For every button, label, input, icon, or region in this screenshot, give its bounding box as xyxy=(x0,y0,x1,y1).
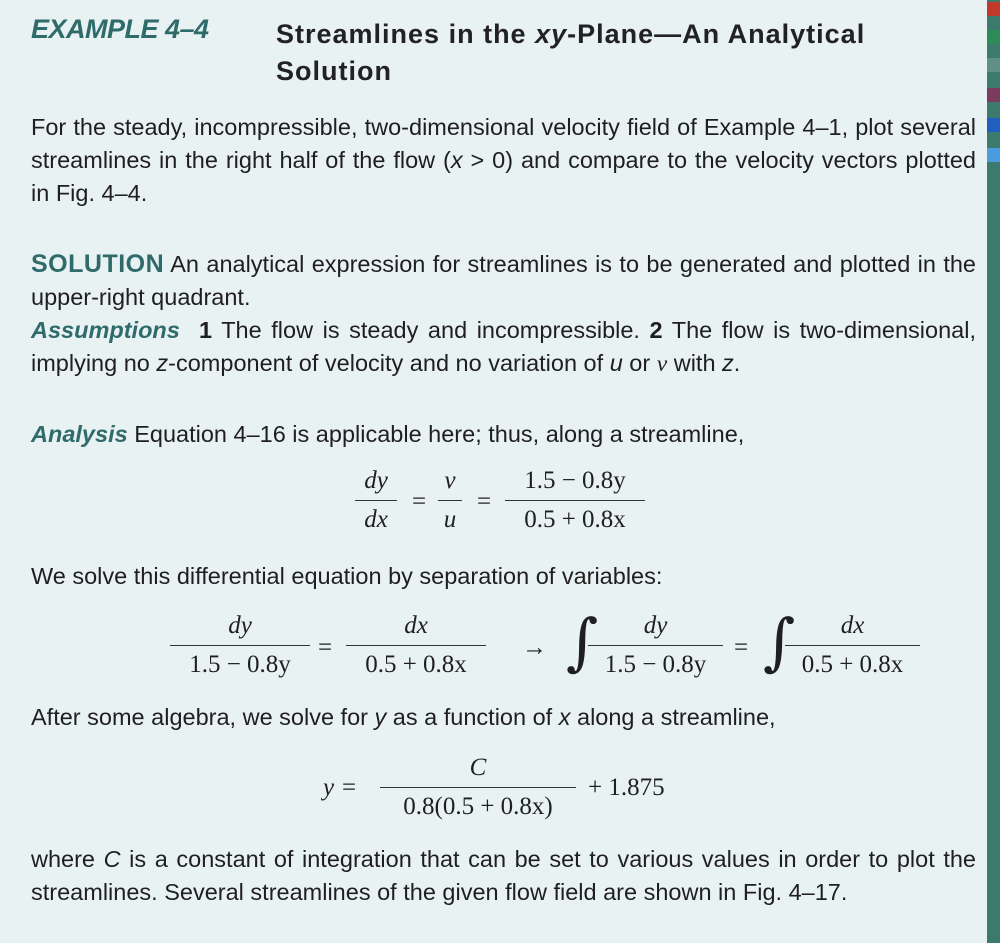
text-run: . xyxy=(733,350,741,376)
eq3-lhs: y = xyxy=(323,774,358,801)
eq2-fraction-dx xyxy=(346,610,486,681)
title-part: Streamlines in the xyxy=(276,19,536,49)
text-run: y xyxy=(374,704,387,730)
text-run: An analytical expression for streamlines is to be generated and plotted in the upper-right quadrant. xyxy=(31,251,976,310)
page-tab-marker xyxy=(987,148,1000,162)
eq1-fraction-v-u xyxy=(438,465,462,536)
text-run: C xyxy=(103,846,121,872)
eq3-constant: + 1.875 xyxy=(588,774,665,801)
page-tab-marker xyxy=(987,2,1000,16)
text-run: or xyxy=(622,350,657,376)
denominator: 0.8(0.5 + 0.8x) xyxy=(403,793,553,820)
text-run: After some algebra, we solve for xyxy=(31,704,375,730)
text-run: > 0) and compare to the velocity vectors plotted in Fig. 4–4. xyxy=(31,147,976,206)
solution-paragraph xyxy=(31,248,976,314)
denominator: 0.5 + 0.8x xyxy=(801,651,904,678)
text-run: along a streamline, xyxy=(570,704,776,730)
fraction-bar xyxy=(785,645,920,646)
integral-sign: ∫ xyxy=(566,605,599,678)
fraction-bar xyxy=(346,645,486,646)
fraction-bar xyxy=(438,500,462,501)
page-tab-marker xyxy=(987,88,1000,102)
eq1-fraction-velocity xyxy=(505,465,645,536)
page-tab-marker xyxy=(987,58,1000,72)
text-run: where xyxy=(31,846,104,872)
example-number: EXAMPLE 4–4 xyxy=(31,14,209,44)
analysis-paragraph xyxy=(31,418,976,451)
page-tab-marker xyxy=(987,30,1000,44)
text-run: The flow is two-dimensional, implying no xyxy=(31,317,976,376)
title-italic: xy xyxy=(535,19,568,49)
text-run: x xyxy=(450,147,463,173)
denominator: 0.5 + 0.8x xyxy=(524,506,626,533)
equals-sign: = xyxy=(412,488,427,515)
conclusion-paragraph xyxy=(31,843,976,909)
denominator: 1.5 − 0.8y xyxy=(604,651,707,678)
separation-paragraph: We solve this differential equation by separation of variables: xyxy=(31,563,663,589)
numerator: dy xyxy=(228,612,252,639)
text-run: -component of velocity and no variation of xyxy=(168,350,610,376)
eq3-fraction xyxy=(380,752,576,823)
denominator: dx xyxy=(364,506,388,533)
text-run: z xyxy=(722,350,734,376)
text-run: u xyxy=(609,350,623,376)
page-tab-marker xyxy=(987,118,1000,132)
eq1-fraction-dy-dx xyxy=(355,465,397,536)
equals-sign: = xyxy=(734,634,749,661)
text-run: x xyxy=(558,704,571,730)
fraction-bar xyxy=(505,500,645,501)
denominator: 1.5 − 0.8y xyxy=(189,651,291,678)
numerator: 1.5 − 0.8y xyxy=(524,467,626,494)
assumption-number: 1 xyxy=(198,317,213,343)
text-run: Equation 4–16 is applicable here; thus, along a streamline, xyxy=(127,421,745,447)
numerator: C xyxy=(469,754,487,781)
assumptions-label: Assumptions xyxy=(31,317,180,343)
fraction-bar xyxy=(380,787,576,788)
text-run: The flow is steady and incompressible. xyxy=(212,317,650,343)
numerator: dy xyxy=(364,467,388,494)
equals-sign: = xyxy=(477,488,492,515)
problem-statement xyxy=(31,111,976,210)
assumption-number: 2 xyxy=(649,317,663,343)
equals-sign: = xyxy=(318,634,333,661)
eq2-fraction-dy xyxy=(170,610,310,681)
numerator: dx xyxy=(404,612,428,639)
chapter-side-strip xyxy=(987,0,1000,943)
solution-label: SOLUTION xyxy=(31,250,165,278)
denominator: u xyxy=(443,506,457,533)
text-run: is a constant of integration that can be set to various values in order to plot the streamlines. Several streamlines of the given flow field are shown in Fig. 4–17. xyxy=(31,846,976,905)
fraction-bar xyxy=(170,645,310,646)
algebra-paragraph xyxy=(31,701,976,734)
numerator: dx xyxy=(840,612,865,639)
eq2-integrand-dx xyxy=(785,610,920,681)
numerator: dy xyxy=(643,612,668,639)
text-run: with xyxy=(667,350,723,376)
analysis-label: Analysis xyxy=(31,421,128,447)
fraction-bar xyxy=(355,500,397,501)
denominator: 0.5 + 0.8x xyxy=(365,651,467,678)
text-run: v xyxy=(656,351,668,377)
title-part: -Plane—An Analytical Solution xyxy=(276,19,866,86)
example-title xyxy=(276,16,926,90)
integral-sign: ∫ xyxy=(763,605,796,678)
text-run: z xyxy=(156,350,169,376)
text-run: For the steady, incompressible, two-dimensional velocity field of Example 4–1, plot several streamlines in the right half of the flow ( xyxy=(31,114,976,173)
assumptions-paragraph xyxy=(31,314,976,381)
eq2-integrand-dy xyxy=(588,610,723,681)
fraction-bar xyxy=(588,645,723,646)
implies-arrow: → xyxy=(522,634,547,661)
numerator: v xyxy=(444,467,456,494)
text-run: as a function of xyxy=(386,704,559,730)
